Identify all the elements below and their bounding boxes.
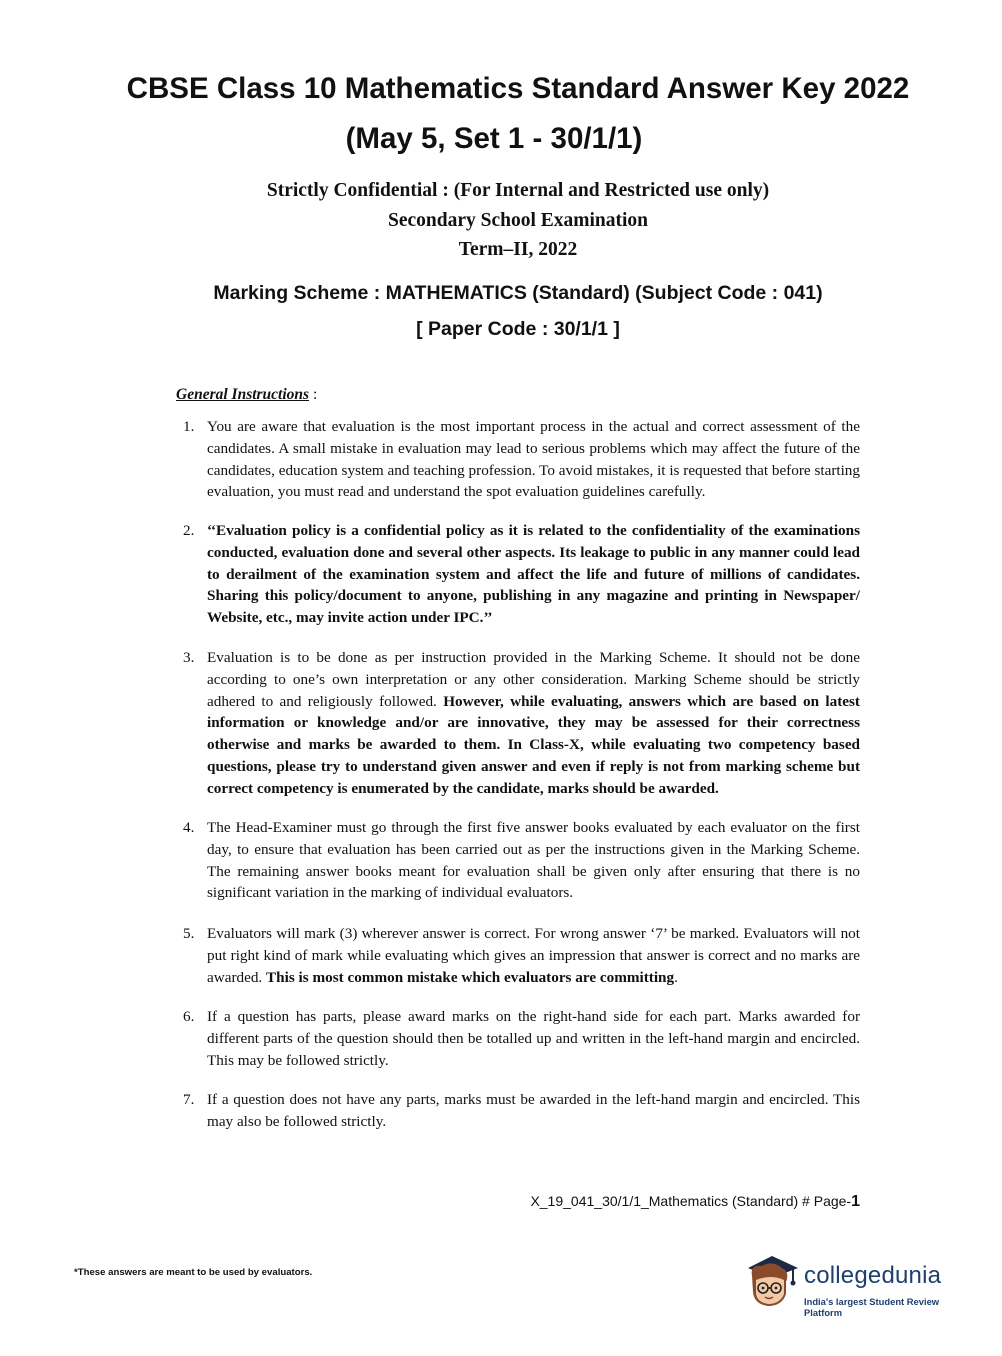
instruction-text: You are aware that evaluation is the most important process in the actual and correct assessment of the candidates. A small mistake in evaluation may lead to serious problems which may affect the future of the candidates, education system and teaching profession. To avoid mistakes, it is requested that before starting evaluation, you must read and understand the spot evaluation guidelines carefully. [207,418,860,501]
instructions-heading-text: General Instructions [176,386,310,403]
instruction-text: If a question has parts, please award marks on the right-hand side for each part. Marks awarded for different parts of the question should then be totalled up and written in the left-hand margin and encircled. This may be followed strictly. [207,1008,860,1069]
instruction-item [176,817,860,904]
page-footer [530,1193,860,1211]
instruction-item [176,923,860,988]
collegedunia-logo[interactable] [742,1250,972,1320]
instruction-number: 1. [183,418,195,435]
instruction-body [207,647,860,800]
instructions-heading-suffix: : [309,386,318,403]
graduate-mascot-icon [742,1250,804,1312]
document-subtitle: (May 5, Set 1 - 30/1/1) [345,122,643,155]
instruction-bold-text: This is most common mistake which evaluators are committing [266,968,675,986]
instruction-item [176,1089,860,1133]
instruction-number: 2. [183,522,195,539]
instruction-number: 7. [183,1091,195,1108]
instruction-number: 5. [183,925,195,942]
instruction-item [176,647,860,800]
exam-name: Secondary School Examination [387,210,649,231]
instruction-number: 4. [183,819,195,836]
instruction-text: ‘‘Evaluation policy is a confidential policy as it is related to the confidentiality of the examinations conducted, evaluation done and several other aspects. Its leakage to public in any manner could lead to derailment of the examination system and affect the life and future of millions of candidates. Sharing this policy/document to anyone, publishing in any magazine and printing in Newspaper/ Website, etc., may invite action under IPC.’’ [207,522,860,627]
logo-brand-text: collegedunia [804,1262,942,1289]
instruction-body [207,923,860,988]
exam-term: Term–II, 2022 [458,239,578,260]
instruction-tail: . [674,968,678,986]
instruction-item [176,416,860,503]
instruction-item [176,520,860,629]
document-title: CBSE Class 10 Mathematics Standard Answer Key 2022 [126,72,910,105]
evaluator-note: *These answers are meant to be used by evaluators. [74,1267,313,1278]
instruction-item [176,1006,860,1071]
instructions-heading [176,386,317,404]
instruction-text: Evaluation is to be done as per instruction provided in the Marking Scheme. It should not be done according to one’s own interpretation or any other consideration. Marking Scheme should be strictly adhered to and religiously followed. [207,649,860,710]
instruction-bold-text: However, while evaluating, answers which are based on latest information or knowledge and/or are innovative, they may be assessed for their correctness otherwise and marks be awarded to them. In Class-X, while evaluating two competency based questions, please try to understand given answer and even if reply is not from marking scheme but correct competency is enumerated by the candidate, marks should be awarded. [207,692,860,797]
instruction-text: If a question does not have any parts, marks must be awarded in the left-hand margin and encircled. This may also be followed strictly. [207,1091,860,1130]
instruction-number: 6. [183,1008,195,1025]
instruction-number: 3. [183,649,195,666]
logo-tagline: India's largest Student Review Platform [804,1296,940,1318]
paper-code: [ Paper Code : 30/1/1 ] [416,318,620,340]
instruction-text: Evaluators will mark (3) wherever answer is correct. For wrong answer ‘7’ be marked. Evaluators will not put right kind of mark while evaluating which gives an impression that answer is correct and no marks are awarded. [207,925,860,986]
instruction-text: The Head-Examiner must go through the first five answer books evaluated by each evaluator on the first day, to ensure that evaluation has been carried out as per the instructions given in the Marking Scheme. The remaining answer books meant for evaluation shall be given only after ensuring that there is no significant variation in the marking of individual evaluators. [207,819,860,902]
confidential-notice: Strictly Confidential : (For Internal and Restricted use only) [266,180,770,201]
marking-scheme-title: Marking Scheme : MATHEMATICS (Standard) (Subject Code : 041) [213,282,823,304]
page-label: X_19_041_30/1/1_Mathematics (Standard) # Page- [530,1193,852,1209]
page-number: 1 [851,1193,860,1210]
